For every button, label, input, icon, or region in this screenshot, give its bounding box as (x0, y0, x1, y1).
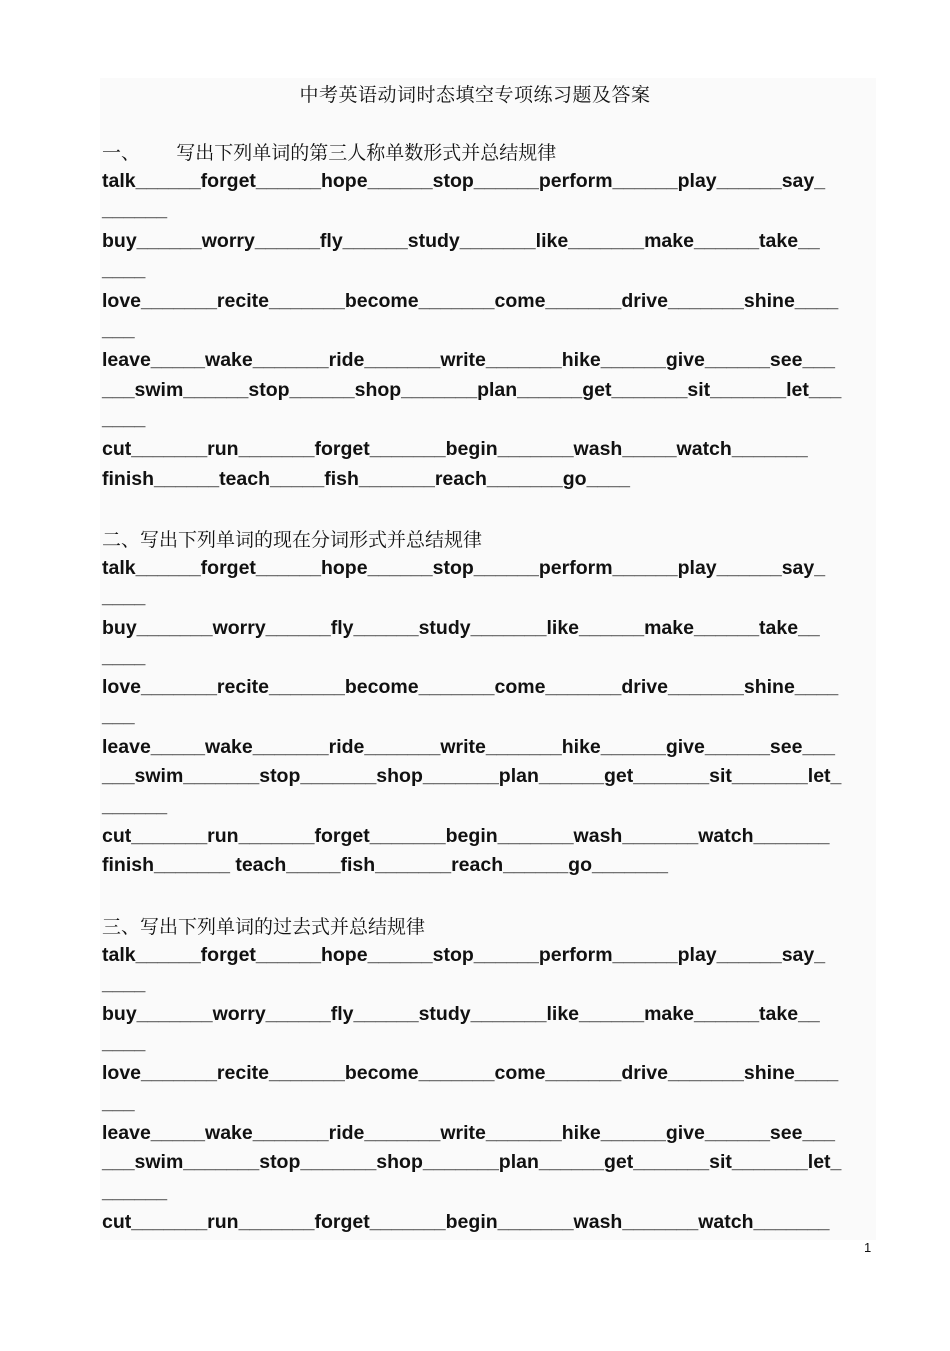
exercise-line: ___swim_______stop_______shop_______plan______get_______sit_______let_ (102, 1151, 842, 1173)
section-heading: 三、写出下列单词的过去式并总结规律 (102, 916, 426, 938)
exercise-line: cut_______run_______forget_______begin_______wash_______watch_______ (102, 825, 830, 847)
exercise-line: ____ (102, 408, 146, 430)
exercise-line: talk______forget______hope______stop______perform______play______say_ (102, 170, 826, 192)
exercise-line: ___swim______stop______shop_______plan______get_______sit_______let___ (102, 379, 842, 401)
exercise-line: love_______recite_______become_______come_______drive_______shine____ (102, 676, 839, 698)
exercise-line: buy_______worry______fly______study_______like______make______take__ (102, 617, 820, 639)
exercise-line: leave_____wake_______ride_______write_______hike______give______see___ (102, 736, 835, 758)
exercise-line: ___ (102, 319, 135, 341)
page-number: 1 (864, 1240, 872, 1255)
exercise-line: talk______forget______hope______stop______perform______play______say_ (102, 944, 826, 966)
section-heading: 二、写出下列单词的现在分词形式并总结规律 (102, 529, 483, 551)
exercise-line: ____ (102, 646, 146, 668)
section-heading: 一、 写出下列单词的第三人称单数形式并总结规律 (102, 142, 557, 164)
exercise-line: ______ (102, 795, 168, 817)
exercise-line: finish_______ teach_____fish_______reach______go_______ (102, 854, 668, 876)
exercise-line: ____ (102, 259, 146, 281)
exercise-line: talk______forget______hope______stop______perform______play______say_ (102, 557, 826, 579)
exercise-line: ____ (102, 973, 146, 995)
page-title: 中考英语动词时态填空专项练习题及答案 (299, 84, 651, 106)
exercise-line: love_______recite_______become_______come_______drive_______shine____ (102, 290, 839, 312)
exercise-line: ____ (102, 1032, 146, 1054)
exercise-line: ___ (102, 1092, 135, 1114)
exercise-line: ___swim_______stop_______shop_______plan______get_______sit_______let_ (102, 765, 842, 787)
exercise-line: buy______worry______fly______study_______like_______make______take__ (102, 230, 820, 252)
exercise-line: love_______recite_______become_______come_______drive_______shine____ (102, 1062, 839, 1084)
exercise-line: leave_____wake_______ride_______write_______hike______give______see___ (102, 1122, 835, 1144)
exercise-line: ______ (102, 199, 168, 221)
exercise-line: buy_______worry______fly______study_______like______make______take__ (102, 1003, 820, 1025)
exercise-line: ___ (102, 705, 135, 727)
exercise-line: ______ (102, 1181, 168, 1203)
exercise-line: ____ (102, 586, 146, 608)
exercise-line: finish______teach_____fish_______reach_______go____ (102, 468, 630, 490)
exercise-line: leave_____wake_______ride_______write_______hike______give______see___ (102, 349, 835, 371)
exercise-line: cut_______run_______forget_______begin_______wash_____watch_______ (102, 438, 808, 460)
exercise-line: cut_______run_______forget_______begin_______wash_______watch_______ (102, 1211, 830, 1233)
